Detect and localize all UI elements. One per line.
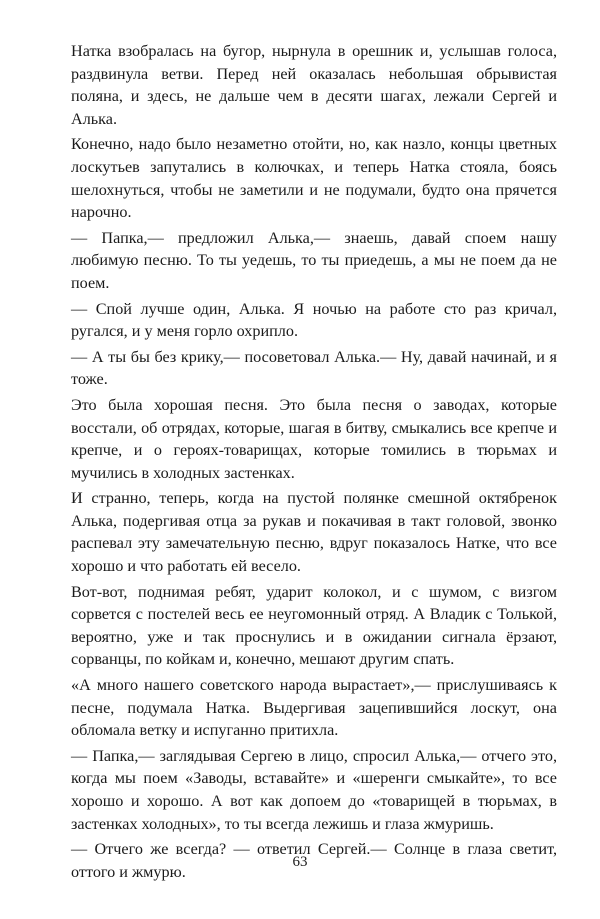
paragraph-3: — Папка,— предложил Алька,— знаешь, давай споем нашу любимую песню. То ты уедешь, то ты приедешь, а мы не поем да не поем. xyxy=(71,228,557,292)
paragraph-2: Конечно, надо было незаметно отойти, но, как назло, концы цветных лоскутьев запутались в колючках, и теперь Натка стояла, боясь шелохнуться, чтобы не заметили и не подумали, будто она прячется нарочно. xyxy=(71,135,557,222)
paragraph-10: — Папка,— заглядывая Сергею в лицо, спросил Алька,— отчего это, когда мы поем «Заводы, вставайте» и «шеренги смыкайте», то все хорошо и хорошо. А вот как допоем до «товарищей в тюрьмах, в застенках холодных», то ты всегда лежишь и глаза жмуришь. xyxy=(71,746,557,833)
paragraph-7: И странно, теперь, когда на пустой полянке смешной октябренок Алька, подергивая отца за рукав и покачивая в такт головой, звонко распевал эту замечательную песню, вдруг показалось Натке, что все хорошо и что работать ей весело. xyxy=(71,489,557,576)
paragraph-8: Вот-вот, поднимая ребят, ударит колокол, и с шумом, с визгом сорвется с постелей весь ее неугомонный отряд. А Владик с Толькой, вероятно, уже и так проснулись и в ожидании сигнала ёрзают, сорванцы, по койкам и, конечно, мешают другим спать. xyxy=(71,582,557,669)
body-text xyxy=(71,40,557,886)
paragraph-5: — А ты бы без крику,— посоветовал Алька.— Ну, давай начинай, и я тоже. xyxy=(71,347,557,389)
paragraph-9: «А много нашего советского народа вырастает»,— прислушиваясь к песне, подумала Натка. Выдергивая зацепившийся лоскут, она обломала ветку и испуганно притихла. xyxy=(71,676,557,740)
paragraph-1: Натка взобралась на бугор, нырнула в орешник и, услышав голоса, раздвинула ветви. Перед ней оказалась небольшая обрывистая поляна, и здесь, не дальше чем в десяти шагах, лежали Сергей и Алька. xyxy=(71,42,557,128)
paragraph-11: — Отчего же всегда? — ответил Сергей.— Солнце в глаза светит, оттого и жмурю. xyxy=(71,840,557,881)
paragraph-6: Это была хорошая песня. Это была песня о заводах, которые восстали, об отрядах, которые, шагая в битву, смыкались все крепче и крепче, и о героях-товарищах, которые томились в тюрьмах и мучились в холодных застенках. xyxy=(71,395,557,482)
paragraph-4: — Спой лучше один, Алька. Я ночью на работе сто раз кричал, ругался, и у меня горло охрипло. xyxy=(71,299,557,341)
page-number: 63 xyxy=(292,854,308,870)
